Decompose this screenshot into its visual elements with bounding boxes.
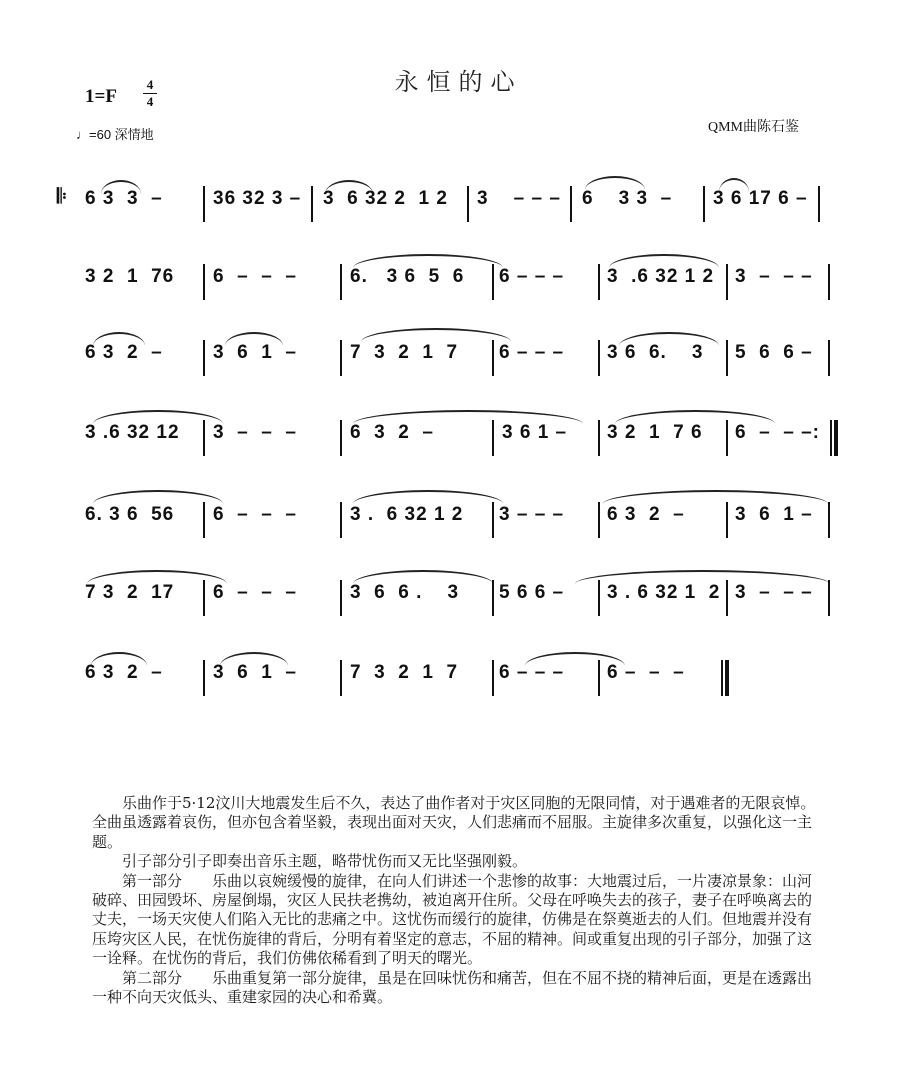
repeat-end-barline (830, 420, 838, 456)
measure: 5 6 6 – (735, 342, 813, 363)
measure: 36 32 3 – (213, 188, 302, 209)
measure: 3 6 1 – (502, 422, 568, 443)
measure: 6 – – – (499, 266, 565, 287)
measure: 6. 3 6 56 (85, 504, 175, 525)
score-line-1 (57, 168, 845, 238)
key-signature: 1=F (85, 86, 117, 107)
paragraph-part-one: 第一部分 乐曲以哀婉缓慢的旋律，在向人们讲述一个悲惨的故事：大地震过后，一片凄凉景象：山河破碎、田园毁坏、房屋倒塌，灾区人民扶老携幼，被迫离开住所。父母在呼唤失去的孩子，妻子在呼唤离去的丈夫，一场天灾使人们陷入无比的悲痛之中。这忧伤而缓行的旋律，仿佛是在祭奠逝去的人们。但地震并没有压垮灾区人民，在忧伤旋律的背后，分明有着坚定的意志，不屈的精神。间或重复出现的引子部分，加强了这一诠释。在忧伤的背后，我们仿佛依稀看到了明天的曙光。 (92, 871, 813, 968)
measure: 6 3 2 – (350, 422, 434, 443)
measure: 3 6 17 6 – (713, 188, 808, 209)
measure: 6 – – – (607, 662, 685, 683)
paragraph-part-two: 第二部分 乐曲重复第一部分旋律，虽是在回味忧伤和痛苦，但在不屈不挠的精神后面，更是在透露出一种不向天灾低头、重建家园的决心和希冀。 (92, 968, 813, 1007)
measure: 3 . 6 32 1 2 (350, 504, 464, 525)
measure: 3 – – – (735, 266, 813, 287)
measure: 6 – – – (499, 342, 565, 363)
final-double-barline (721, 660, 729, 696)
measure: 3 2 1 76 (85, 266, 175, 287)
time-signature-bottom: 4 (146, 94, 154, 109)
measure: 6 3 2 – (607, 504, 685, 525)
measure: 3 6 1 – (213, 342, 297, 363)
measure: 3 – – – (477, 188, 561, 209)
measure: 6 3 3 – (85, 188, 163, 209)
measure: 3 – – – (735, 582, 813, 603)
measure: 6 3 2 – (85, 662, 163, 683)
measure: 3 – – – (213, 422, 297, 443)
measure: 6 3 2 – (85, 342, 163, 363)
paragraph-intro: 乐曲作于5·12汶川大地震发生后不久，表达了曲作者对于灾区同胞的无限同情，对于遇难者的无限哀悼。全曲虽透露着哀伤，但亦包含着坚毅，表现出面对天灾，人们悲痛而不屈服。主旋律多次重复，以强化这一主题。 (92, 794, 816, 851)
repeat-start-icon: 𝄆 (57, 186, 67, 208)
measure: 3 – – – (499, 504, 565, 525)
measure: 5 6 6 – (499, 582, 565, 603)
score-line-4 (85, 402, 845, 472)
measure: 6 – – –: (735, 422, 820, 443)
measure: 3 .6 32 12 (85, 422, 180, 443)
tempo-marking: ♩=60 深情地 (76, 127, 154, 142)
description-text (92, 794, 822, 1007)
time-signature-top: 4 (146, 77, 154, 92)
measure: 6 3 3 – (582, 188, 673, 209)
measure: 3 6 32 2 1 2 (323, 188, 448, 209)
score-line-3 (85, 322, 845, 392)
score-title: 永恒的心 (394, 68, 523, 96)
measure: 6 – – – (213, 582, 297, 603)
time-signature (143, 78, 157, 109)
measure: 7 3 2 1 7 (350, 342, 459, 363)
measure: 3 6 6. 3 (607, 342, 704, 363)
score-line-2 (85, 246, 845, 316)
measure: 7 3 2 17 (85, 582, 175, 603)
measure: 3 . 6 32 1 2 (607, 582, 721, 603)
measure: 7 3 2 1 7 (350, 662, 459, 683)
composer-credit: QMM曲陈石鉴 (708, 120, 800, 135)
measure: 3 6 1 – (213, 662, 297, 683)
measure: 6 – – – (213, 504, 297, 525)
measure: 6 – – – (213, 266, 297, 287)
measure: 3 .6 32 1 2 (607, 266, 715, 287)
measure: 6 – – – (499, 662, 565, 683)
paragraph-prelude: 引子部分引子即奏出音乐主题，略带忧伤而又无比坚强刚毅。 (122, 852, 528, 871)
measure: 3 6 6 . 3 (350, 582, 460, 603)
measure: 3 6 1 – (735, 504, 813, 525)
score-line-5 (85, 484, 845, 554)
measure: 3 2 1 7 6 (607, 422, 703, 443)
measure: 6. 3 6 5 6 (350, 266, 465, 287)
score-line-7 (85, 642, 845, 712)
score-line-6 (85, 562, 845, 632)
